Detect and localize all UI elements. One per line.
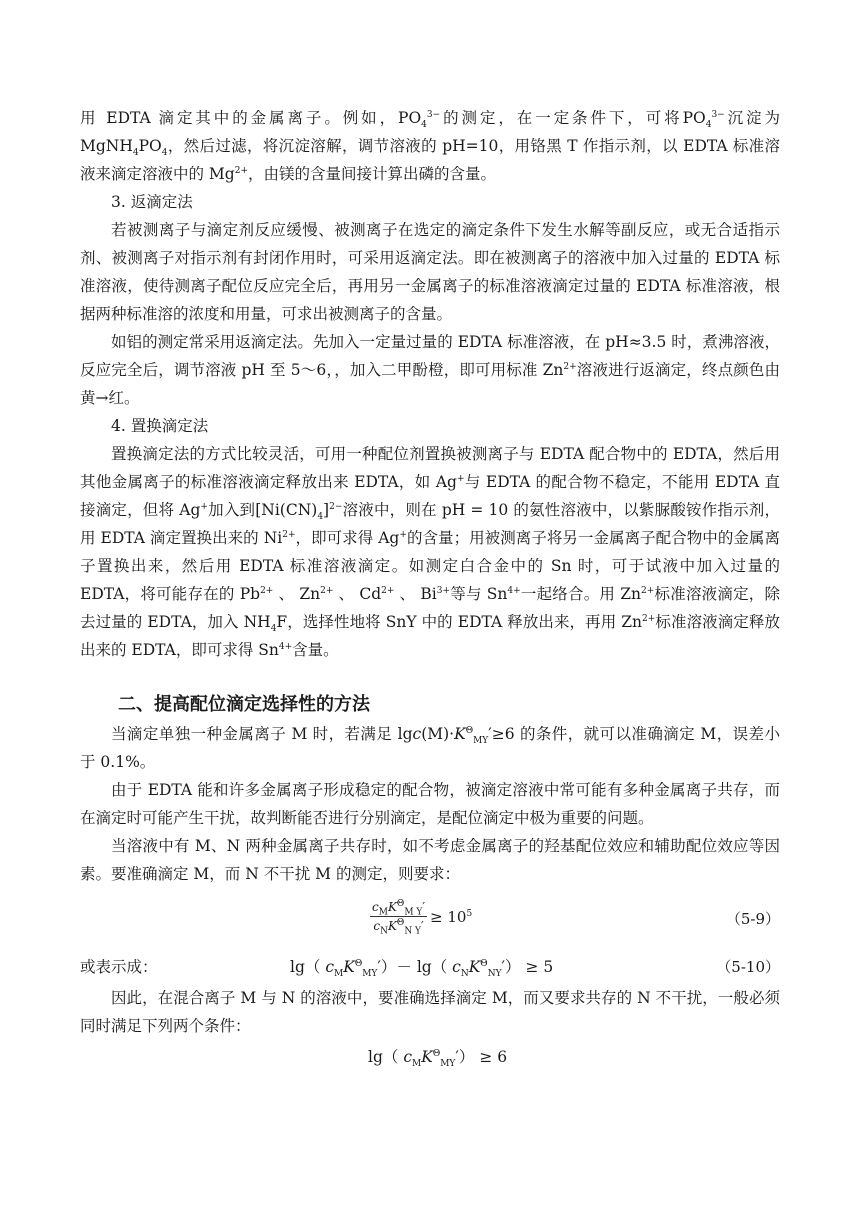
text: ，然后过滤，将沉淀溶解，调节溶液的 pH=10，用铬黑 T 作指示剂，以 EDTA 标准溶液来滴定溶液中的 Mg (80, 137, 780, 183)
text: 标准溶液滴定，除去过量的 EDTA，加入 NH (80, 585, 780, 631)
text: 的含量；用被测离子将另一金属离子配合物中的金属离子置换出来，然后用 EDTA 标准溶液滴定。如测定白合金中的 Sn 时，可于试液中加入过量的 EDTA，将可能存在的 Pb (80, 529, 780, 603)
text: 如铝的测定常采用返滴定法。先加入一定量过量的 EDTA 标准溶液，在 pH≈3.5 时，煮沸溶液，反应完全后，调节溶液 pH 至 5～6，，加入二甲酚橙，即可用标准 Zn (80, 333, 780, 379)
subheading-displacement-titration: 4. 置换滴定法 (111, 417, 209, 435)
text: F，选择性地将 SnY 中的 EDTA 释放出来，再用 Zn (276, 613, 643, 631)
text: 溶液进行返滴定，终点颜色由黄→红。 (80, 361, 780, 407)
text: (M)· (421, 725, 455, 743)
document-page (80, 104, 780, 1074)
fraction: $c_MK^\Theta_{M Y}'$ $c_NK^\Theta_{N Y}'$ (372, 899, 426, 937)
text: 、 Bi (394, 585, 437, 603)
text: 溶液中，则在 pH = 10 的氨性溶液中，以紫脲酸铵作指示剂，用 EDTA 滴定置换出来的 Ni (80, 501, 780, 547)
text: ] (323, 501, 330, 519)
text: ，即可求得 Ag (295, 529, 400, 547)
text: 一起络合。用 Zn (520, 585, 642, 603)
text: 置换滴定法的方式比较灵活，可用一种配位剂置换被测离子与 EDTA 配合物中的 EDTA，然后用其他金属离子的标准溶液滴定释放出来 EDTA，如 Ag (80, 445, 780, 491)
equation-5-9 (80, 894, 780, 950)
text: 、 Zn (273, 585, 321, 603)
text: 的测定，在一定条件下，可将 (440, 109, 683, 127)
paragraph-6: 由于 EDTA 能和许多金属离子形成稳定的配合物，被滴定溶液中常可能有多种金属离子共存，而在滴定时可能产生干扰，故判断能否进行分别滴定，是配位滴定中极为重要的问题。 (80, 781, 780, 827)
text: 用 EDTA 滴定其中的金属离子。例如， (80, 109, 399, 127)
paragraph-2: 若被测离子与滴定剂反应缓慢、被测离子在选定的滴定条件下发生水解等副反应，或无合适指示剂、被测离子对指示剂有封闭作用时，可采用返滴定法。即在被测离子的溶液中加入过量的 EDTA 标准溶液，使待测离子配位反应完全后，再用另一金属离子的标准溶液滴定过量的 EDTA 标准溶液，根据两种标准溶的浓度和用量，可求出被测离子的含量。 (80, 221, 780, 323)
equation-relation: ≥ $10^5$ (430, 908, 473, 926)
text: 与 EDTA 的配合物不稳定，不能用 EDTA 直接滴定，但将 Ag (80, 473, 781, 519)
text: 标准溶液滴定释放出来的 EDTA，即可求得 Sn (80, 613, 780, 659)
text: 等与 Sn (450, 585, 508, 603)
equation-expression: lg（ $c_MK^\Theta_{MY}') \ge 6$ (368, 1048, 508, 1070)
text: 含量。 (292, 641, 339, 659)
equation-number: （5-9） (725, 910, 780, 928)
paragraph-8: 因此，在混合离子 M 与 N 的溶液中，要准确选择滴定 M，而又要求共存的 N 不干扰，一般必须同时满足下列两个条件： (80, 989, 780, 1035)
equation-5-10 (80, 950, 780, 984)
text: 加入到[Ni(CN) (207, 501, 318, 519)
equation-condition-1 (80, 1040, 780, 1074)
paragraph-4: 置换滴定法的方式比较灵活，可用一种配位剂置换被测离子与 EDTA 配合物中的 EDTA，然后用其他金属离子的标准溶液滴定释放出来 EDTA，如 Ag+与 EDTA 的配合物不稳定，不能用 EDTA 直接滴定，但将 Ag+加入到$[Ni(CN)_4]^{2-}$溶液中，则在 pH = 10 的氨性溶液中，以紫脲酸铵作指示剂，用 EDTA 滴定置换出来的 $Ni^{2+}$，即可求得 Ag+的含量；用被测离子将另一金属离子配合物中的金属离子置换出来，然后用 EDTA 标准溶液滴定。如测定白合金中的 Sn 时，可于试液中加入过量的 EDTA，将可能存在的 $Pb^{2+}$ 、 $Zn^{2+}$ 、 $Cd^{2+}$ 、 $Bi^{3+}$等与 $Sn^{4+}$一起络合。用 $Zn^{2+}$标准溶液滴定，除去过量的 EDTA，加入 $NH_4F$，选择性地将 SnY 中的 EDTA 释放出来，再用 $Zn^{2+}$标准溶液滴定释放出来的 EDTA，即可求得 $Sn^{4+}$含量。 (80, 445, 781, 659)
paragraph-3: 如铝的测定常采用返滴定法。先加入一定量过量的 EDTA 标准溶液，在 pH≈3.5 时，煮沸溶液，反应完全后，调节溶液 pH 至 5～6，，加入二甲酚橙，即可用标准 $Zn^{2+}$溶液进行返滴定，终点颜色由黄→红。 (80, 333, 780, 407)
subheading-back-titration: 3. 返滴定法 (111, 193, 193, 211)
text: ′≥6 的条件，就可以准确滴定 M，误差小于 0.1%。 (80, 725, 780, 771)
paragraph-5: 当滴定单独一种金属离子 M 时，若满足 $\lg c(M)\cdot K^\Theta_{MY}'\ge 6$ 的条件，就可以准确滴定 M，误差小于 0.1%。 (80, 725, 780, 771)
equation-number: （5-10） (716, 958, 780, 976)
text: 沉淀为 MgNH (80, 109, 780, 155)
equation-expression: lg（ $c_MK^\Theta_{MY}')- \lg$（ $c_NK^\Theta_{NY}') \ge 5$ (290, 958, 554, 980)
text: ，由镁的含量间接计算出磷的含量。 (248, 165, 497, 183)
text: 当滴定单独一种金属离子 M 时，若满足 lg (111, 725, 413, 743)
text: PO (138, 137, 162, 155)
paragraph-1: 用 EDTA 滴定其中的金属离子。例如，$PO_4^{3-}$的测定，在一定条件下，可将$PO_4^{3-}$沉淀为 $MgNH_4PO_4$，然后过滤，将沉淀溶解，调节溶液的 pH=10，用铬黑 T 作指示剂，以 EDTA 标准溶液来滴定溶液中的 $Mg^{2+}$，由镁的含量间接计算出磷的含量。 (80, 109, 780, 183)
equation-label: 或表示成： (80, 958, 158, 976)
paragraph-7: 当溶液中有 M、N 两种金属离子共存时，如不考虑金属离子的羟基配位效应和辅助配位效应等因素。要准确滴定 M，而 N 不干扰 M 的测定，则要求： (80, 837, 780, 883)
section-title: 二、提高配位滴定选择性的方法 (118, 694, 370, 715)
text: 、 Cd (333, 585, 382, 603)
text: PO (398, 109, 422, 127)
